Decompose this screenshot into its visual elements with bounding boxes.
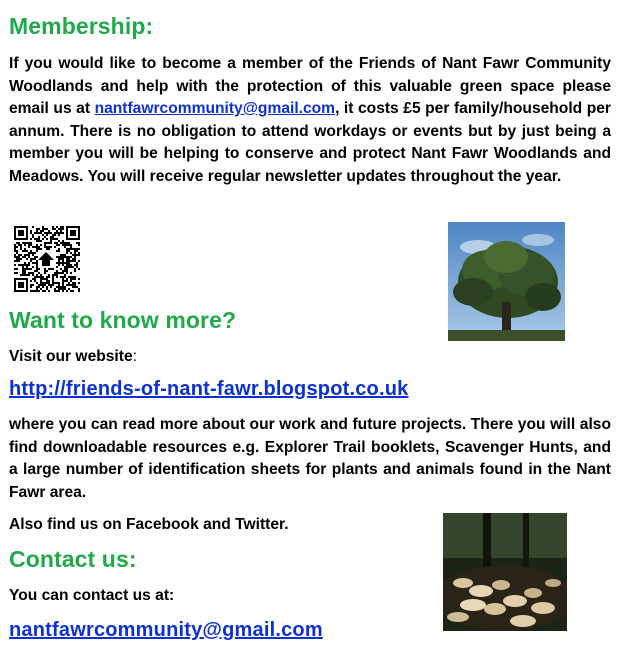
more-heading: Want to know more? (9, 307, 237, 333)
membership-email-link[interactable]: nantfawrcommunity@gmail.com (94, 100, 336, 117)
contact-intro: You can contact us at: (9, 587, 175, 604)
website-link[interactable]: http://friends-of-nant-fawr.blogspot.co.uk (9, 378, 409, 400)
visit-colon: : (132, 348, 137, 365)
visit-website-text (9, 346, 137, 369)
membership-text-details: , it costs £5 per family/household per annum. There is no obligation to attend workdays or events but by just being a member you will be helping to conserve and protect Nant Fawr Woodlands and Meadows. You will receive regular newsletter updates throughout the year. (9, 100, 611, 185)
visit-label: Visit our website (9, 348, 133, 365)
qr-code (14, 226, 80, 292)
membership-paragraph (9, 53, 611, 188)
contact-heading: Contact us: (9, 546, 137, 572)
mushroom-photo (443, 513, 567, 631)
membership-text-intro: If you would like to become a member of the Friends of Nant Fawr Community Woodlands and help with the protection of this valuable green space please email us at (9, 55, 611, 117)
contact-email-link[interactable]: nantfawrcommunity@gmail.com (9, 619, 323, 641)
membership-heading: Membership: (9, 13, 154, 39)
more-description: where you can read more about our work and future projects. There you will also find downloadable resources e.g. Explorer Trail booklets, Scavenger Hunts, and a large number of identification sheets for plants and animals found in the Nant Fawr area. (9, 416, 611, 501)
social-text: Also find us on Facebook and Twitter. (9, 516, 289, 533)
tree-photo (448, 222, 565, 341)
